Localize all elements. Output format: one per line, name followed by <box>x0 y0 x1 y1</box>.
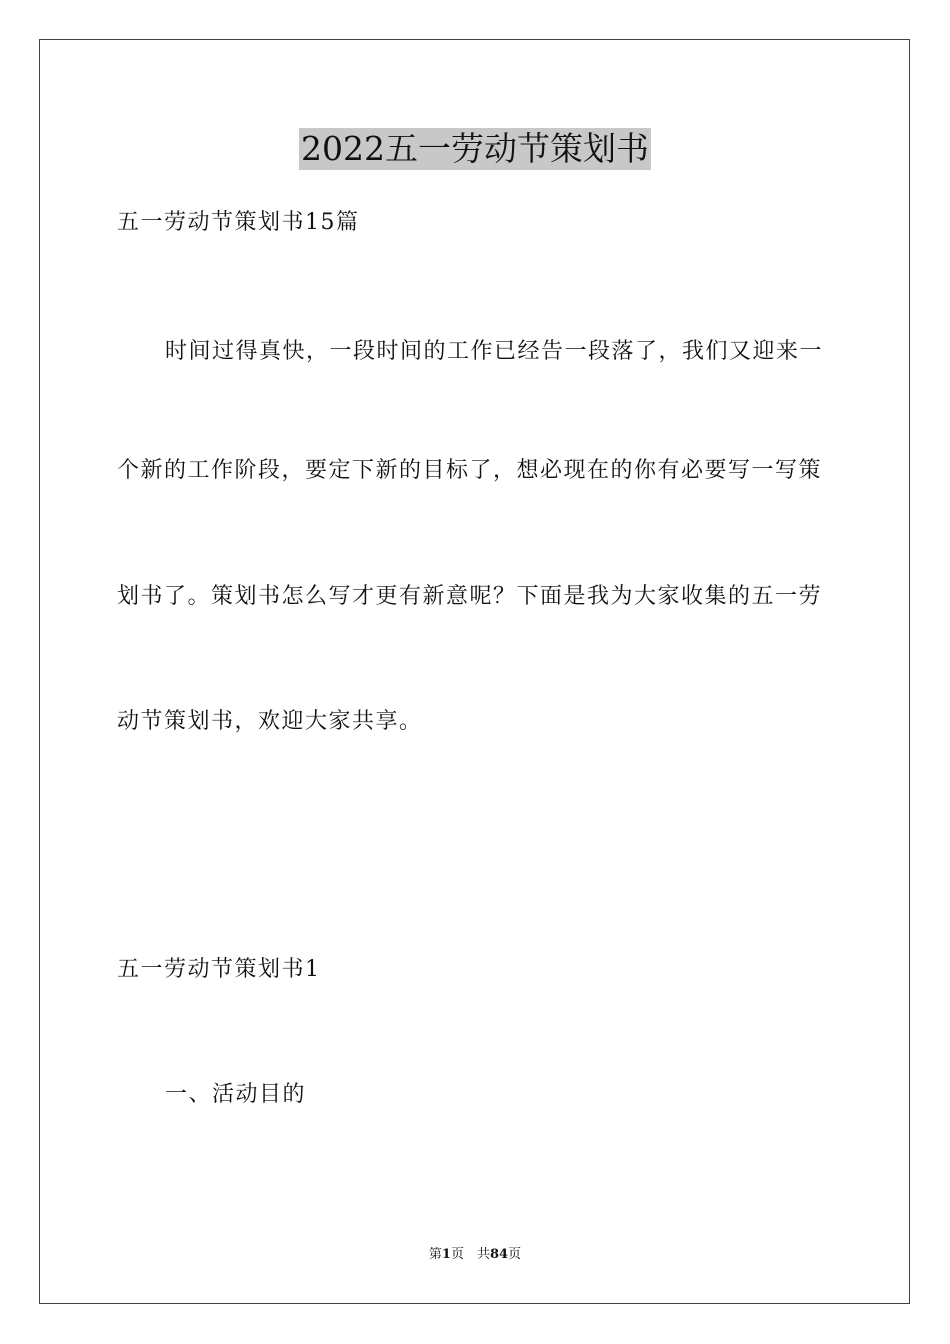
intro-line-1: 时间过得真快，一段时间的工作已经告一段落了，我们又迎来一 <box>165 339 824 364</box>
footer-page-current: 1 <box>441 1247 451 1262</box>
footer-page-suffix: 页 <box>508 1247 522 1262</box>
footer-page-mid: 页 共 <box>450 1247 490 1262</box>
title-container <box>0 128 950 170</box>
document-subtitle: 五一劳动节策划书15篇 <box>117 210 360 235</box>
page-footer <box>0 1246 950 1264</box>
intro-line-4: 动节策划书，欢迎大家共享。 <box>117 709 423 734</box>
subsection-heading: 一、活动目的 <box>165 1082 307 1107</box>
section-heading: 五一劳动节策划书1 <box>117 957 321 982</box>
footer-page-total: 84 <box>489 1247 509 1262</box>
document-title: 2022五一劳动节策划书 <box>301 129 649 168</box>
intro-line-3: 划书了。策划书怎么写才更有新意呢？下面是我为大家收集的五一劳 <box>117 584 823 609</box>
footer-page-prefix: 第 <box>428 1247 442 1262</box>
intro-line-2: 个新的工作阶段，要定下新的目标了，想必现在的你有必要写一写策 <box>117 458 823 483</box>
